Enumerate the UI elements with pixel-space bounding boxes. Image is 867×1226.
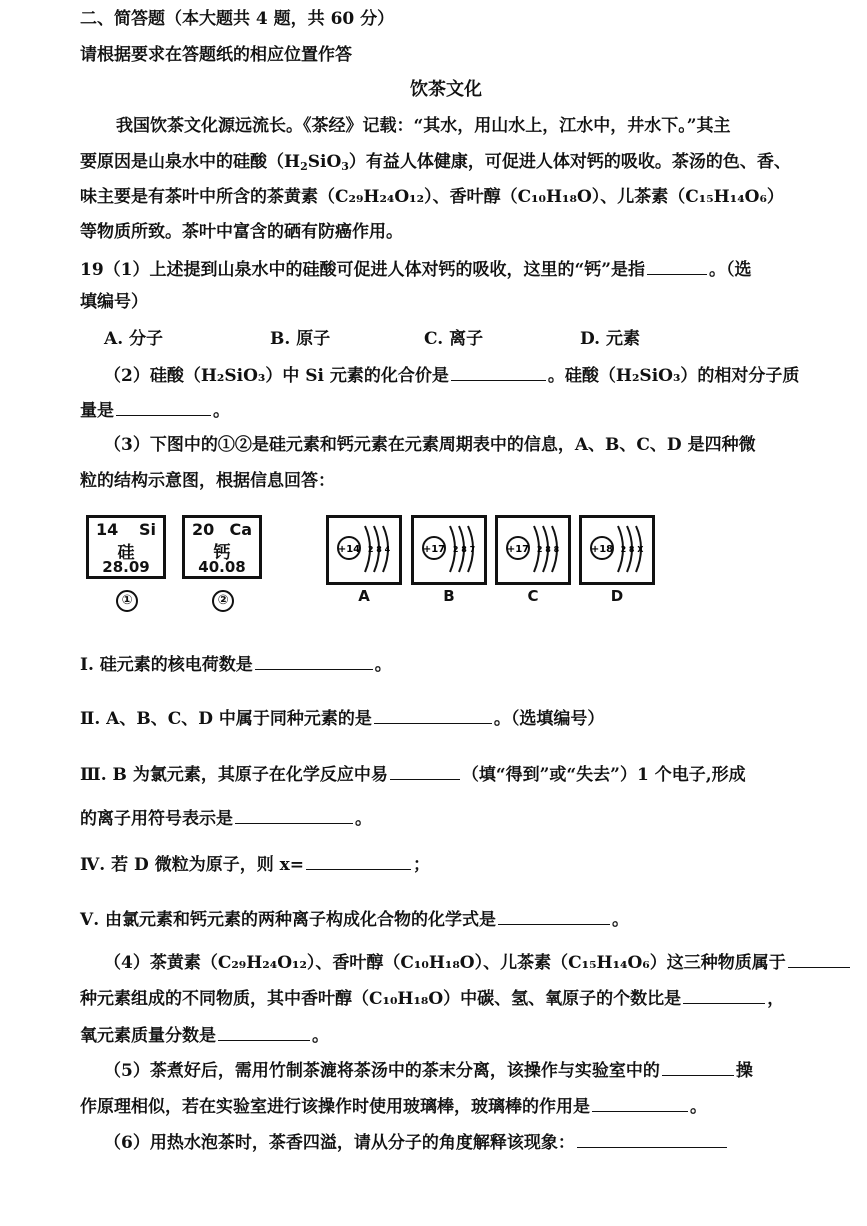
atom-diagram-svg	[498, 518, 568, 582]
atom-label-d: D	[610, 587, 624, 605]
atom-diagram-svg	[582, 518, 652, 582]
element-card-ca	[182, 515, 262, 579]
q19-1-cont: 填编号）	[80, 292, 148, 312]
answer-blank[interactable]	[662, 1058, 734, 1076]
answer-blank[interactable]	[788, 950, 850, 968]
answer-blank[interactable]	[235, 806, 353, 824]
element-symbol: Ca	[229, 520, 252, 539]
atom-diagram-svg	[329, 518, 399, 582]
passage-line-2: 要原因是山泉水中的硅酸$(H_2SiO_3)$有益人体健康，可促进人体对钙的吸收。茶汤的色、香、	[80, 152, 791, 173]
passage-title: 饮茶文化	[410, 79, 482, 100]
atomic-number: 14	[96, 520, 119, 539]
q19-3-v: Ⅴ. 由氯元素和钙元素的两种离子构成化合物的化学式是 。	[80, 907, 629, 931]
answer-blank[interactable]	[577, 1130, 727, 1148]
passage-line-1: 我国饮茶文化源远流长。《茶经》记载：“其水，用山水上，江水中，井水下。”其主	[116, 116, 731, 136]
option-d: D. 元素	[580, 329, 640, 349]
q19-3-cont: 粒的结构示意图，根据信息回答：	[80, 471, 335, 491]
q19-5: （5）茶煮好后，需用竹制茶漉将茶汤中的茶末分离，该操作与实验室中的 操	[104, 1058, 753, 1082]
atomic-mass: 40.08	[198, 558, 246, 576]
q19-6: （6）用热水泡茶时，茶香四溢，请从分子的角度解释该现象：	[104, 1130, 729, 1154]
q19-3-iii: Ⅲ. B 为氯元素，其原子在化学反应中易 （填“得到”或“失去”）1 个电子,形成	[80, 762, 746, 786]
atomic-number: 20	[192, 520, 215, 539]
section-heading: 二、简答题（本大题共 4 题，共 60 分）	[80, 9, 395, 29]
instruction: 请根据要求在答题纸的相应位置作答	[80, 45, 352, 65]
atom-label-b: B	[443, 587, 455, 605]
answer-blank[interactable]	[218, 1023, 310, 1041]
atom-structure-b	[411, 515, 487, 585]
option-c: C. 离子	[424, 329, 484, 349]
q19-3-ii: Ⅱ. A、B、C、D 中属于同种元素的是 。（选填编号）	[80, 706, 604, 730]
atom-structure-c	[495, 515, 571, 585]
q19-4-cont: 种元素组成的不同物质，其中香叶醇（C₁₀H₁₈O）中碳、氢、氧原子的个数比是 ，	[80, 986, 784, 1010]
atom-label-c: C	[527, 587, 539, 605]
atom-diagram-svg	[414, 518, 484, 582]
nucleus-charge: +17	[506, 544, 530, 555]
answer-blank[interactable]	[255, 652, 373, 670]
answer-blank[interactable]	[683, 986, 765, 1004]
answer-blank[interactable]	[116, 398, 211, 416]
nucleus-charge: +14	[337, 544, 361, 555]
q19-1: 19（1）上述提到山泉水中的硅酸可促进人体对钙的吸收，这里的“钙”是指 。（选	[80, 257, 752, 281]
answer-blank[interactable]	[647, 257, 707, 275]
nucleus-charge: +18	[590, 544, 614, 555]
shell-electrons: 2 8 4	[367, 545, 391, 554]
atom-structure-d	[579, 515, 655, 585]
element-name: 钙	[213, 543, 231, 563]
answer-blank[interactable]	[374, 706, 492, 724]
passage-line-3: 味主要是有茶叶中所含的茶黄素（C₂₉H₂₄O₁₂）、香叶醇（C₁₀H₁₈O）、儿茶素（C₁₅H₁₄O₆）	[80, 187, 784, 207]
atom-label-a: A	[358, 587, 370, 605]
q19-5-cont: 作原理相似，若在实验室进行该操作时使用玻璃棒，玻璃棒的作用是 。	[80, 1094, 707, 1118]
passage-line-4: 等物质所致。茶叶中富含的硒有防癌作用。	[80, 222, 403, 242]
answer-blank[interactable]	[592, 1094, 688, 1112]
atom-structure-a	[326, 515, 402, 585]
atomic-mass: 28.09	[102, 558, 150, 576]
element-name: 硅	[117, 543, 135, 563]
figure-label-2: ②	[212, 590, 234, 612]
q19-3: （3）下图中的①②是硅元素和钙元素在元素周期表中的信息，A、B、C、D 是四种微	[104, 435, 756, 455]
q19-2-cont: 量是 。	[80, 398, 230, 422]
q19-3-iv: Ⅳ. 若 D 微粒为原子，则 x= ；	[80, 852, 430, 876]
q19-3-iii-cont: 的离子用符号表示是 。	[80, 806, 372, 830]
shell-electrons: 2 8 7	[452, 545, 476, 554]
element-card-si	[86, 515, 166, 579]
figure-label-1: ①	[116, 590, 138, 612]
element-symbol: Si	[138, 520, 156, 539]
q19-4-cont2: 氧元素质量分数是 。	[80, 1023, 329, 1047]
answer-blank[interactable]	[498, 907, 610, 925]
answer-blank[interactable]	[390, 762, 460, 780]
q19-4: （4）茶黄素（C₂₉H₂₄O₁₂）、香叶醇（C₁₀H₁₈O）、儿茶素（C₁₅H₁₄O₆）这三种物质属于	[104, 950, 852, 974]
q19-2: （2）硅酸（H₂SiO₃）中 Si 元素的化合价是 。硅酸（H₂SiO₃）的相对分子质	[104, 363, 799, 387]
answer-blank[interactable]	[306, 852, 411, 870]
nucleus-charge: +17	[422, 544, 446, 555]
q19-3-i: Ⅰ. 硅元素的核电荷数是 。	[80, 652, 392, 676]
option-b: B. 原子	[270, 329, 331, 349]
shell-electrons: 2 8 8	[536, 545, 560, 554]
shell-electrons: 2 8 X	[620, 545, 644, 554]
option-a: A. 分子	[104, 329, 164, 349]
answer-blank[interactable]	[451, 363, 546, 381]
